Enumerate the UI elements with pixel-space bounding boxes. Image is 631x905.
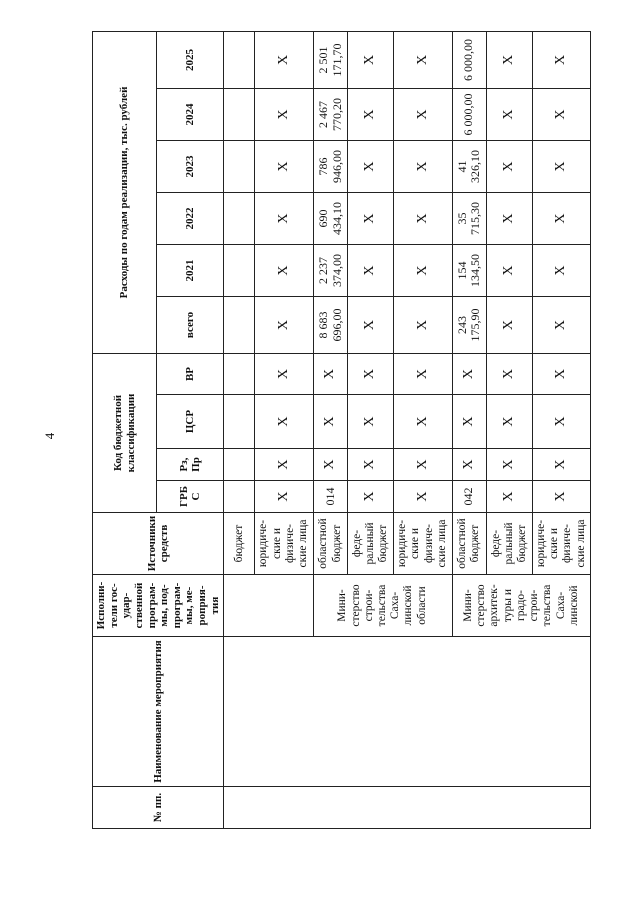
cell-y2025: 2 501 171,70 <box>313 31 348 88</box>
cell-total <box>224 297 255 354</box>
rotated-table-container <box>92 36 587 829</box>
cell-grbs: X <box>393 481 452 513</box>
header-grbs: ГРБ С <box>157 481 224 513</box>
cell-grbs: 014 <box>313 481 348 513</box>
cell-y2023: X <box>532 141 591 193</box>
cell-y2025: X <box>348 31 393 88</box>
cell-csr: X <box>393 395 452 449</box>
cell-source: юридиче-ские и физиче-ские лица <box>393 513 452 575</box>
cell-source: феде-ральный бюджет <box>348 513 393 575</box>
cell-source: бюджет <box>224 513 255 575</box>
cell-vr: X <box>348 354 393 395</box>
cell-rzpr: X <box>532 449 591 481</box>
header-2022: 2022 <box>157 193 224 245</box>
cell-y2021: 2 237 374,00 <box>313 245 348 297</box>
cell-y2021: X <box>348 245 393 297</box>
cell-y2021: X <box>532 245 591 297</box>
cell-rzpr: X <box>254 449 313 481</box>
header-vr: ВР <box>157 354 224 395</box>
header-2024: 2024 <box>157 89 224 141</box>
cell-y2021: 154 134,50 <box>452 245 487 297</box>
cell-source: феде-ральный бюджет <box>487 513 532 575</box>
cell-y2022: X <box>254 193 313 245</box>
cell-total: X <box>532 297 591 354</box>
cell-y2022: X <box>487 193 532 245</box>
cell-vr: X <box>313 354 348 395</box>
cell-total: X <box>348 297 393 354</box>
cell-total: 243 175,90 <box>452 297 487 354</box>
cell-y2025: X <box>532 31 591 88</box>
cell-y2021: X <box>393 245 452 297</box>
cell-vr: X <box>532 354 591 395</box>
cell-source: областной бюджет <box>313 513 348 575</box>
cell-y2021: X <box>254 245 313 297</box>
cell-y2024: 2 467 770,20 <box>313 89 348 141</box>
cell-y2024: X <box>487 89 532 141</box>
cell-vr: X <box>393 354 452 395</box>
cell-executor <box>224 575 313 637</box>
cell-grbs: X <box>348 481 393 513</box>
cell-y2023: X <box>487 141 532 193</box>
cell-y2021 <box>224 245 255 297</box>
cell-rzpr: X <box>393 449 452 481</box>
cell-y2022: X <box>348 193 393 245</box>
header-sources: Источники средств <box>93 513 224 575</box>
cell-y2024: X <box>532 89 591 141</box>
budget-table <box>92 31 591 829</box>
cell-event-name <box>224 637 591 787</box>
header-event-name: Наименование мероприятия <box>93 637 224 787</box>
cell-y2024: X <box>254 89 313 141</box>
cell-rzpr: X <box>452 449 487 481</box>
header-2025: 2025 <box>157 31 224 88</box>
cell-y2021: X <box>487 245 532 297</box>
cell-source: областной бюджет <box>452 513 487 575</box>
header-budget-code: Код бюджетной классификации <box>93 354 157 513</box>
cell-y2022 <box>224 193 255 245</box>
cell-total: 8 683 696,00 <box>313 297 348 354</box>
cell-y2025: 6 000,00 <box>452 31 487 88</box>
cell-y2022: X <box>532 193 591 245</box>
cell-y2025 <box>224 31 255 88</box>
cell-total: X <box>487 297 532 354</box>
cell-no <box>224 787 591 829</box>
cell-vr: X <box>452 354 487 395</box>
cell-y2024: X <box>348 89 393 141</box>
cell-grbs: X <box>254 481 313 513</box>
cell-vr: X <box>254 354 313 395</box>
table-row <box>224 31 255 828</box>
cell-total: X <box>254 297 313 354</box>
cell-y2023: X <box>348 141 393 193</box>
header-executor: Исполни-тели гос-удар-ственной програм-мы, под-програм-мы, ме-роприя-тия <box>93 575 224 637</box>
cell-grbs <box>224 481 255 513</box>
header-2021: 2021 <box>157 245 224 297</box>
cell-csr: X <box>254 395 313 449</box>
cell-y2024: X <box>393 89 452 141</box>
cell-csr: X <box>532 395 591 449</box>
cell-rzpr <box>224 449 255 481</box>
cell-source: юридиче-ские и физиче-ские лица <box>254 513 313 575</box>
header-total: всего <box>157 297 224 354</box>
cell-source: юридиче-ские и физиче-ские лица <box>532 513 591 575</box>
cell-total: X <box>393 297 452 354</box>
cell-vr: X <box>487 354 532 395</box>
cell-csr: X <box>348 395 393 449</box>
cell-y2024 <box>224 89 255 141</box>
cell-y2023: 786 946,00 <box>313 141 348 193</box>
cell-rzpr: X <box>313 449 348 481</box>
cell-vr <box>224 354 255 395</box>
cell-y2022: 35 715,30 <box>452 193 487 245</box>
header-rzpr: Рз, Пр <box>157 449 224 481</box>
cell-y2023: X <box>393 141 452 193</box>
cell-y2022: X <box>393 193 452 245</box>
cell-rzpr: X <box>487 449 532 481</box>
cell-y2023: X <box>254 141 313 193</box>
cell-executor: Мини-стерство строи-тельства Саха-линской области <box>313 575 452 637</box>
cell-grbs: 042 <box>452 481 487 513</box>
cell-grbs: X <box>532 481 591 513</box>
cell-y2025: X <box>254 31 313 88</box>
cell-csr: X <box>452 395 487 449</box>
cell-csr: X <box>313 395 348 449</box>
header-expenses: Расходы по годам реализации, тыс. рублей <box>93 31 157 353</box>
cell-csr: X <box>487 395 532 449</box>
cell-y2025: X <box>487 31 532 88</box>
header-2023: 2023 <box>157 141 224 193</box>
cell-executor: Мини-стерство архитек-туры и градо-строи-тельства Саха-линской <box>452 575 591 637</box>
header-no: № пп. <box>93 787 224 829</box>
cell-y2023: 41 326,10 <box>452 141 487 193</box>
cell-rzpr: X <box>348 449 393 481</box>
cell-y2023 <box>224 141 255 193</box>
cell-y2024: 6 000,00 <box>452 89 487 141</box>
header-csr: ЦСР <box>157 395 224 449</box>
cell-y2025: X <box>393 31 452 88</box>
page-number: 4 <box>42 432 57 440</box>
cell-y2022: 690 434,10 <box>313 193 348 245</box>
cell-grbs: X <box>487 481 532 513</box>
cell-csr <box>224 395 255 449</box>
